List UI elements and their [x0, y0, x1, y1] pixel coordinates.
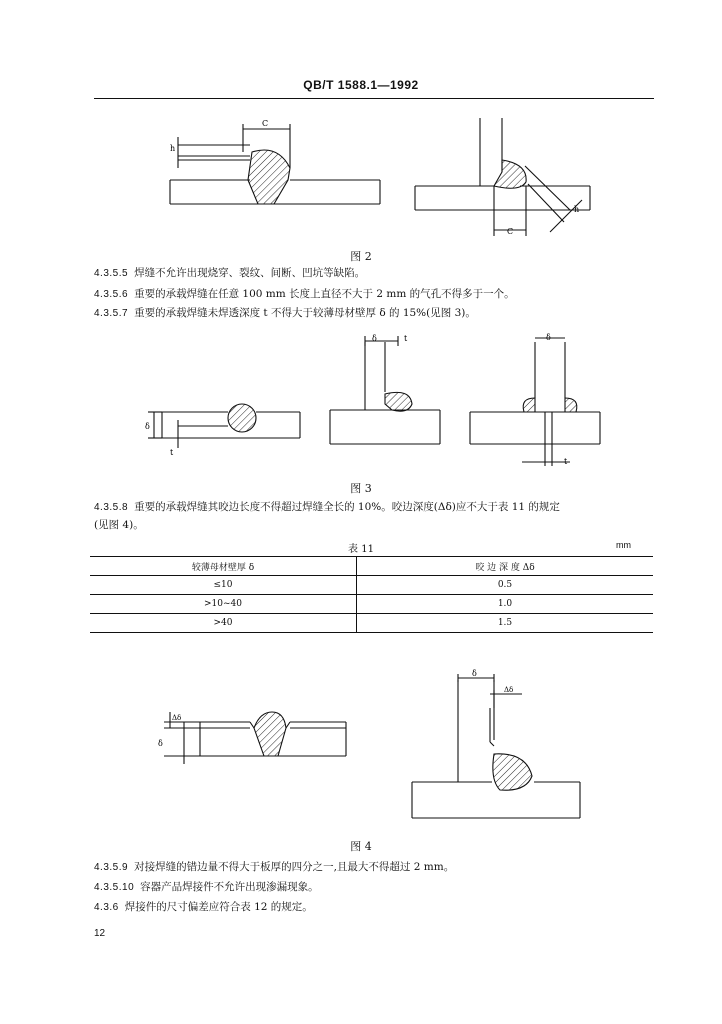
fig3-label-t-c: t [564, 457, 568, 466]
figure-4-drawing [150, 668, 590, 828]
figure-4-caption: 图 4 [350, 840, 372, 853]
table-11-unit: mm [616, 540, 631, 550]
section-number: 4.3.5.10 [94, 882, 135, 893]
section-number: 4.3.5.6 [94, 289, 129, 300]
section-number: 4.3.5.7 [94, 308, 129, 319]
section-4358-cont: (见图 4)。 [94, 519, 144, 531]
table-cell: 1.0 [357, 595, 654, 614]
table-row [90, 595, 653, 614]
table-row [90, 576, 653, 595]
figure-3-drawing [140, 332, 610, 472]
section-4356 [94, 287, 515, 302]
section-text: 焊接件的尺寸偏差应符合表 12 的规定。 [124, 901, 313, 913]
fig2-label-c-left: C [262, 119, 269, 128]
section-436 [94, 900, 313, 915]
fig3-fillet-weld [330, 336, 440, 444]
fig2-label-h-right: h [574, 205, 580, 214]
fig2-label-h-left: h [170, 144, 176, 153]
section-4357 [94, 306, 476, 321]
fig3-butt-weld [148, 404, 300, 448]
section-text: 容器产品焊接件不允许出现渗漏现象。 [140, 881, 319, 893]
fig3-label-t-a: t [170, 448, 174, 457]
fig3-label-t-b: t [404, 334, 408, 343]
section-number: 4.3.5.8 [94, 502, 129, 513]
fig4-label-dd-right: Δδ [504, 686, 514, 694]
fig2-fillet-weld [415, 118, 590, 236]
table-header-cell: 较薄母材壁厚 δ [90, 557, 357, 576]
table-cell: >10~40 [90, 595, 357, 614]
section-4355 [94, 266, 365, 281]
page-number: 12 [94, 928, 106, 939]
table-cell: ≤10 [90, 576, 357, 595]
table-11 [90, 556, 653, 633]
fig3-label-delta-b: δ [372, 334, 377, 343]
fig3-double-fillet-weld [470, 338, 600, 466]
fig2-label-c-right: C [507, 227, 514, 236]
figure-2-drawing [150, 112, 600, 242]
section-text: 重要的承载焊缝在任意 100 mm 长度上直径不大于 2 mm 的气孔不得多于一个。 [134, 288, 515, 300]
fig4-label-dd-left: Δδ [172, 714, 182, 722]
section-text: 对接焊缝的错边量不得大于板厚的四分之一,且最大不得超过 2 mm。 [134, 861, 455, 873]
page-header: QB/T 1588.1—1992 [303, 78, 419, 92]
section-4358 [94, 500, 560, 515]
section-text: 重要的承载焊缝未焊透深度 t 不得大于较薄母材壁厚 δ 的 15%(见图 3)。 [134, 307, 476, 319]
table-header-row [90, 557, 653, 576]
table-cell: >40 [90, 614, 357, 633]
fig4-label-d-left: δ [158, 739, 163, 748]
header-rule [94, 98, 654, 99]
figure-3-caption: 图 3 [350, 482, 372, 495]
table-cell: 1.5 [497, 618, 513, 628]
section-text: 重要的承载焊缝其咬边长度不得超过焊缝全长的 10%。咬边深度(Δδ)应不大于表 11 的规定 [134, 501, 560, 513]
section-text: 焊缝不允许出现烧穿、裂纹、间断、凹坑等缺陷。 [134, 267, 366, 279]
table-row [90, 614, 653, 633]
table-11-title: 表 11 [348, 544, 374, 555]
section-number: 4.3.6 [94, 902, 119, 913]
fig2-butt-weld [170, 124, 380, 204]
table-cell: 0.5 [357, 576, 654, 595]
fig3-label-delta-a: δ [145, 422, 150, 431]
figure-2-caption: 图 2 [350, 250, 372, 263]
section-43510 [94, 880, 319, 895]
fig4-butt-weld-undercut [164, 712, 346, 764]
fig4-fillet-weld-undercut [412, 674, 580, 818]
table-header-cell: 咬 边 深 度 Δδ [357, 557, 654, 576]
section-4359 [94, 860, 454, 875]
section-number: 4.3.5.9 [94, 862, 129, 873]
section-number: 4.3.5.5 [94, 268, 129, 279]
fig3-label-delta-c: δ [546, 333, 551, 342]
fig4-label-d-right: δ [472, 669, 477, 678]
